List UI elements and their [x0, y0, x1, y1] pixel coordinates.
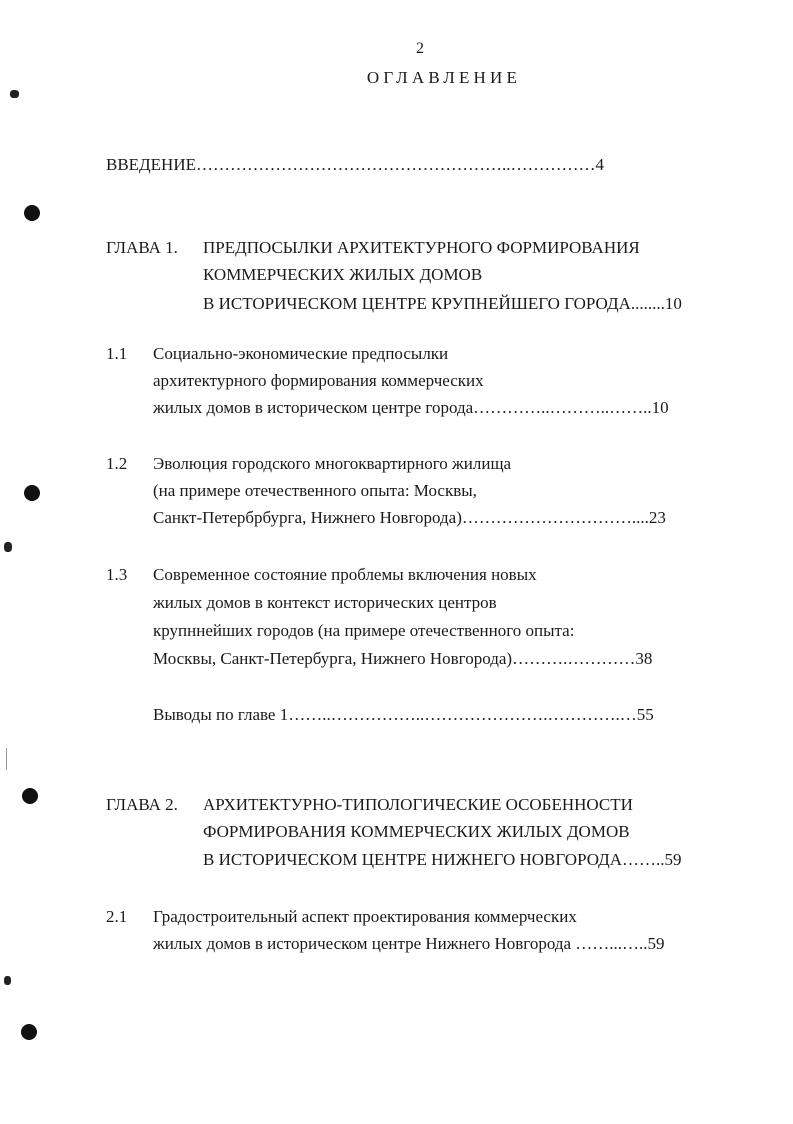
punch-hole	[24, 205, 40, 221]
section-1-1-line: Социально-экономические предпосылки	[153, 344, 449, 363]
chapter1-title-line: ПРЕДПОСЫЛКИ АРХИТЕКТУРНОГО ФОРМИРОВАНИЯ	[203, 238, 640, 257]
section-1-2-line: (на примере отечественного опыта: Москвы,	[153, 481, 477, 500]
chapter2-title-line: АРХИТЕКТУРНО-ТИПОЛОГИЧЕСКИЕ ОСОБЕННОСТИ	[203, 795, 633, 814]
section-1-2-line: Эволюция городского многоквартирного жилища	[153, 454, 512, 473]
section-2-1-line: Градостроительный аспект проектирования коммерческих	[153, 907, 577, 926]
section-1-1-number: 1.1	[106, 344, 128, 363]
chapter2-title-line: ФОРМИРОВАНИЯ КОММЕРЧЕСКИХ ЖИЛЫХ ДОМОВ	[203, 822, 630, 841]
punch-hole	[21, 1024, 37, 1040]
punch-hole	[24, 485, 40, 501]
page-number: 2	[416, 40, 424, 57]
section-1-1-line: архитектурного формирования коммерческих	[153, 371, 484, 390]
section-1-3-line: Москвы, Санкт-Петербурга, Нижнего Новгорода)……….…………38	[153, 649, 653, 668]
section-1-3-line: Современное состояние проблемы включения новых	[153, 565, 537, 584]
toc-intro: ВВЕДЕНИЕ………………………………………………..……………4	[106, 155, 604, 174]
chapter2-prefix: ГЛАВА 2.	[106, 795, 178, 814]
chapter1-title-line: В ИСТОРИЧЕСКОМ ЦЕНТРЕ КРУПНЕЙШЕГО ГОРОДА........10	[203, 294, 682, 313]
section-1-3-line: крупннейших городов (на примере отечественного опыта:	[153, 621, 575, 640]
toc-conclusions-chapter1: Выводы по главе 1……..……………..………………….………….…55	[153, 705, 654, 724]
margin-mark	[6, 748, 7, 770]
section-2-1-number: 2.1	[106, 907, 128, 926]
page-title: ОГЛАВЛЕНИЕ	[366, 68, 522, 87]
section-2-1-line: жилых домов в историческом центре Нижнего Новгорода ……...…..59	[153, 934, 665, 953]
chapter1-title-line: КОММЕРЧЕСКИХ ЖИЛЫХ ДОМОВ	[203, 265, 483, 284]
punch-hole	[22, 788, 38, 804]
section-1-3-line: жилых домов в контекст исторических центров	[153, 593, 497, 612]
section-1-2-number: 1.2	[106, 454, 128, 473]
scan-speck	[4, 976, 11, 985]
chapter2-title-line: В ИСТОРИЧЕСКОМ ЦЕНТРЕ НИЖНЕГО НОВГОРОДА……..59	[203, 850, 682, 869]
section-1-2-line: Санкт-Петербрбурга, Нижнего Новгорода)…………………………....23	[153, 508, 666, 527]
section-1-1-line: жилых домов в историческом центре города…………..………..……..10	[153, 398, 669, 417]
chapter1-prefix: ГЛАВА 1.	[106, 238, 178, 257]
scan-speck	[10, 90, 19, 98]
section-1-3-number: 1.3	[106, 565, 128, 584]
scan-speck	[4, 542, 12, 552]
